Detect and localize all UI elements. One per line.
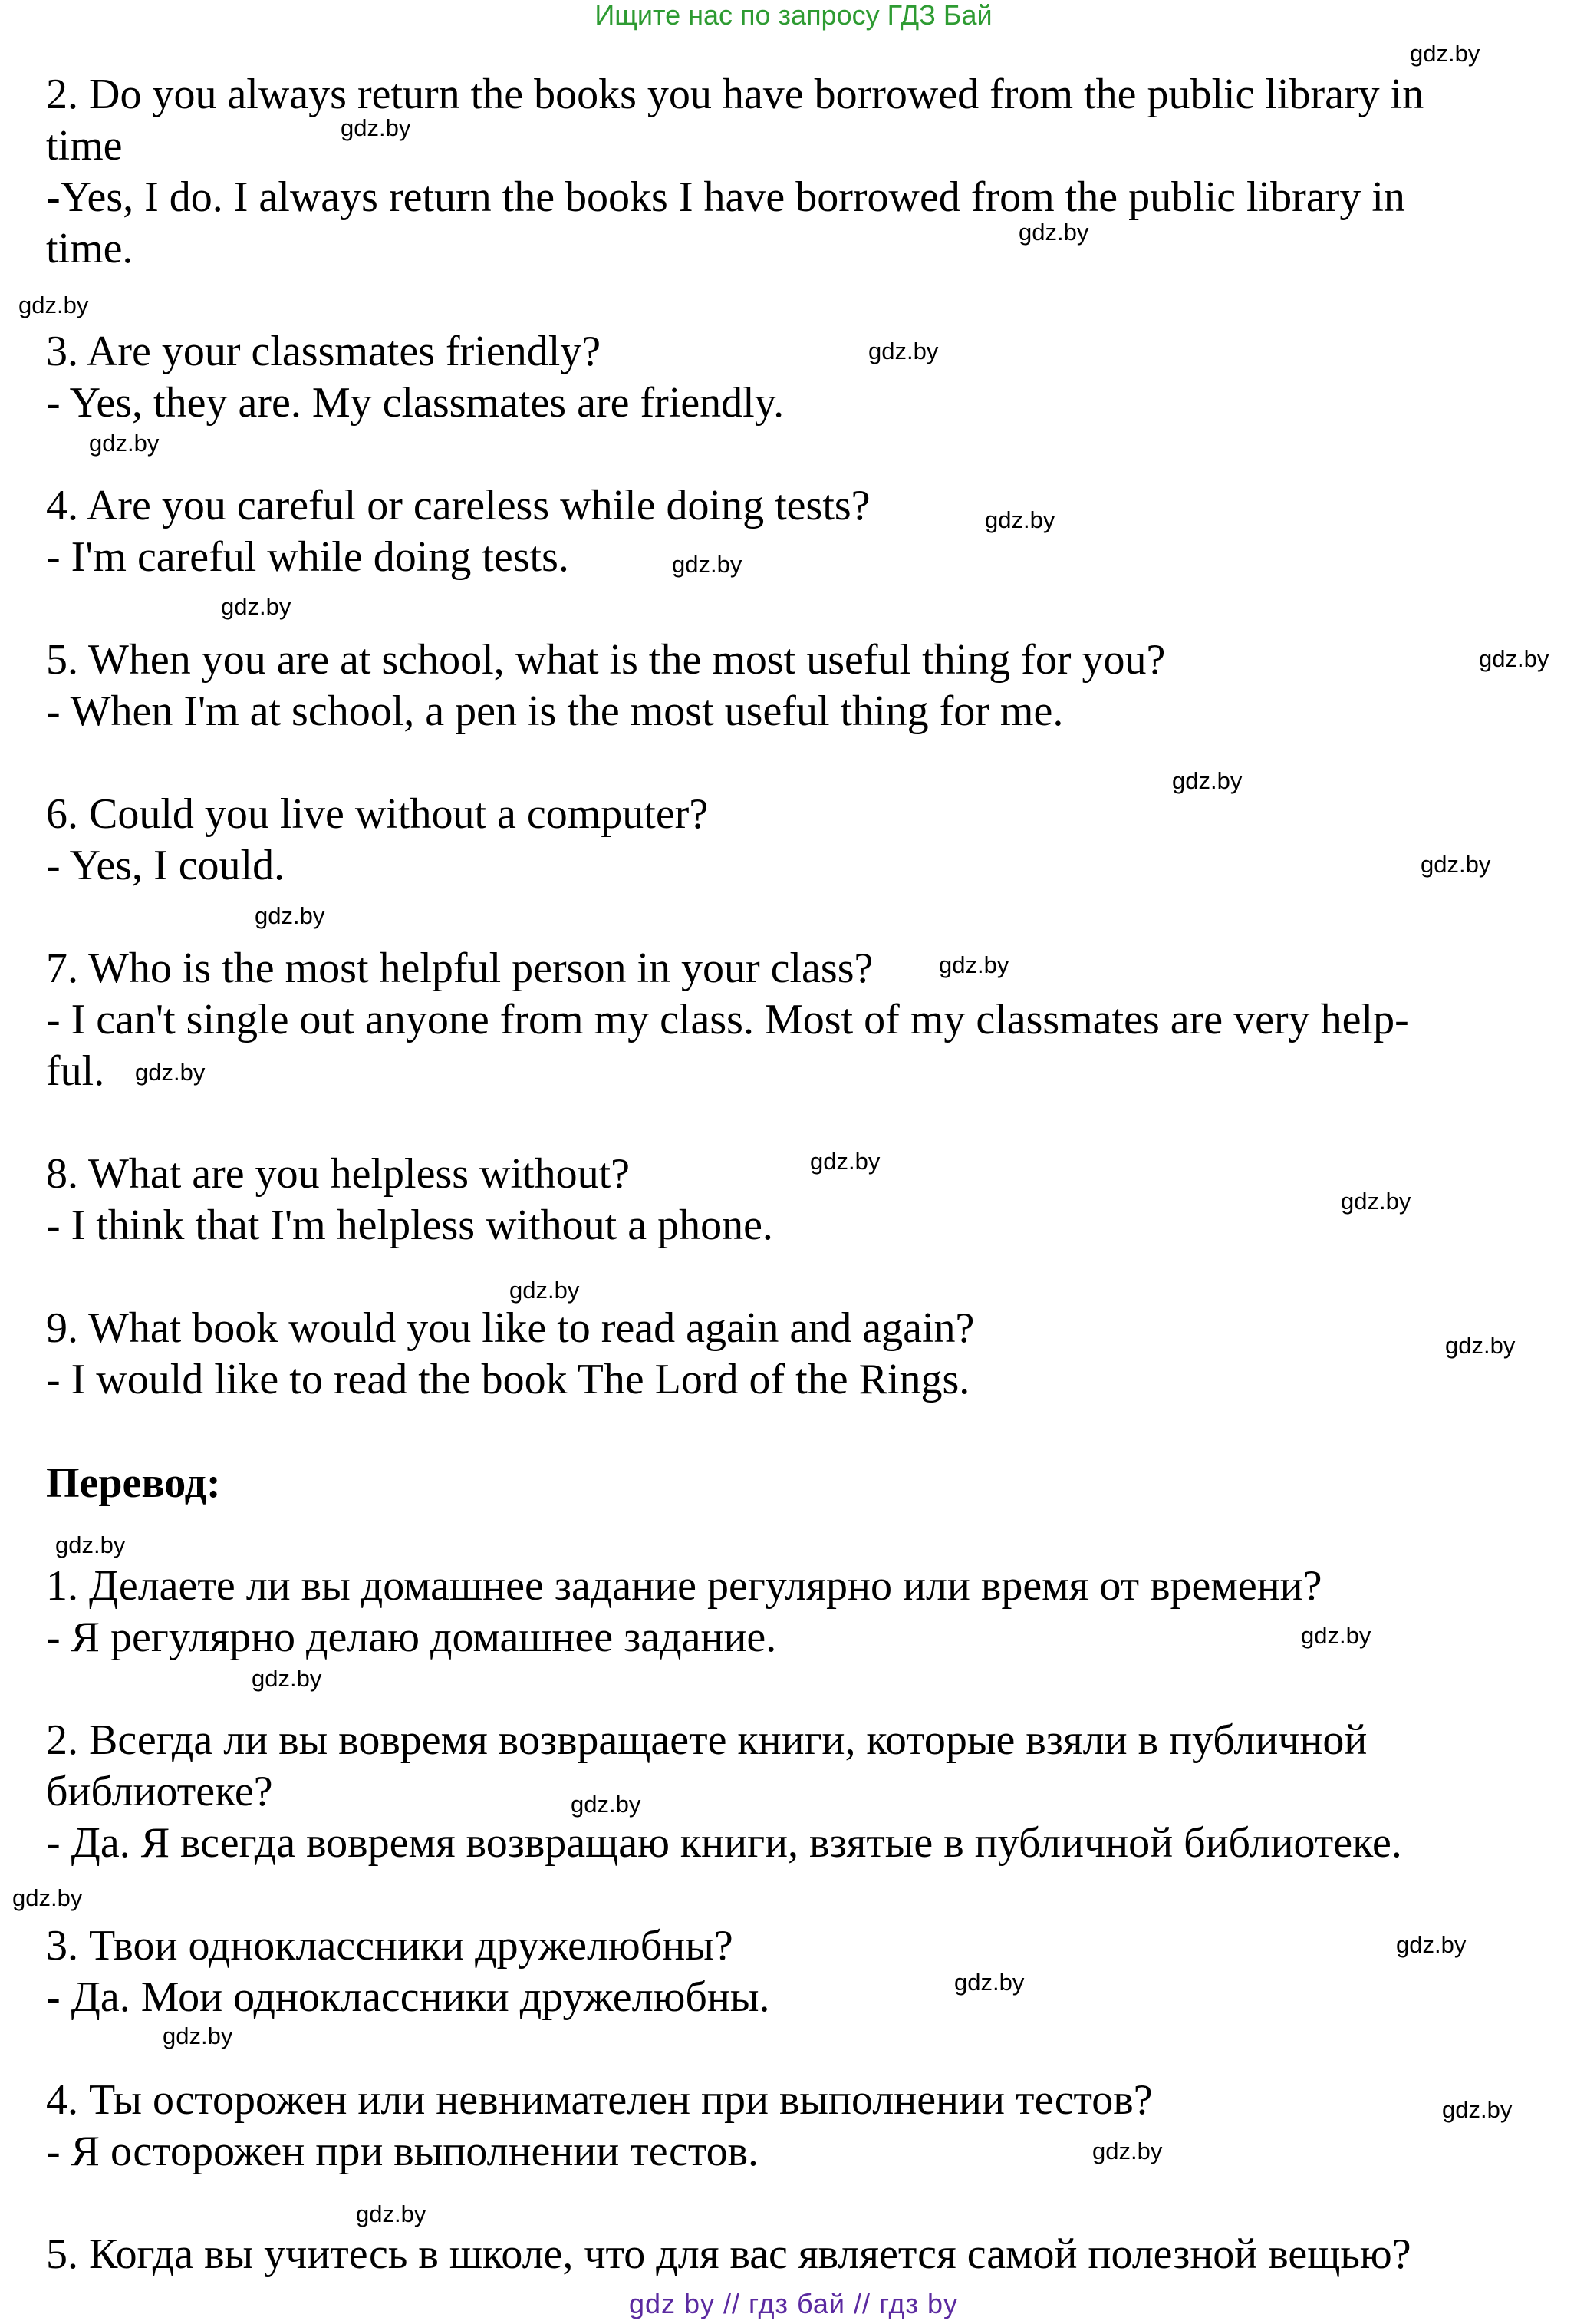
watermark: gdz.by (221, 593, 291, 620)
translation-question-3: 3. Твои одноклассники дружелюбны? (46, 1922, 733, 1970)
question-2: 2. Do you always return the books you have borrowed from the public library in (46, 71, 1424, 118)
watermark: gdz.by (1019, 219, 1089, 246)
watermark: gdz.by (1092, 2138, 1163, 2164)
watermark: gdz.by (18, 292, 89, 318)
watermark: gdz.by (571, 1791, 641, 1818)
watermark: gdz.by (509, 1277, 580, 1304)
watermark: gdz.by (356, 2200, 426, 2227)
translation-answer-4: - Я осторожен при выполнении тестов. (46, 2128, 759, 2175)
watermark: gdz.by (868, 338, 939, 364)
question-4: 4. Are you careful or careless while doing tests? (46, 482, 871, 529)
watermark: gdz.by (252, 1665, 322, 1692)
watermark: gdz.by (939, 951, 1009, 978)
translation-question-5: 5. Когда вы учитесь в школе, что для вас является самой полезной вещью? (46, 2230, 1411, 2278)
translation-question-4: 4. Ты осторожен или невнимателен при выполнении тестов? (46, 2076, 1153, 2124)
translation-heading: Перевод: (46, 1459, 221, 1507)
question-5: 5. When you are at school, what is the most useful thing for you? (46, 636, 1166, 684)
answer-7-continued: ful. (46, 1047, 105, 1095)
watermark: gdz.by (985, 506, 1055, 533)
watermark: gdz.by (163, 2022, 233, 2049)
watermark: gdz.by (1410, 40, 1480, 67)
watermark: gdz.by (1442, 2096, 1513, 2123)
answer-2: -Yes, I do. I always return the books I have borrowed from the public library in (46, 173, 1405, 221)
answer-6: - Yes, I could. (46, 842, 285, 889)
question-6: 6. Could you live without a computer? (46, 790, 709, 838)
watermark: gdz.by (135, 1059, 206, 1086)
translation-question-2-continued: библиотеке? (46, 1768, 273, 1815)
watermark: gdz.by (1445, 1332, 1516, 1359)
watermark: gdz.by (12, 1884, 83, 1911)
answer-3: - Yes, they are. My classmates are friendly. (46, 379, 785, 427)
watermark: gdz.by (341, 114, 411, 141)
question-8: 8. What are you helpless without? (46, 1150, 631, 1198)
answer-7: - I can't single out anyone from my class. Most of my classmates are very help- (46, 996, 1409, 1043)
translation-answer-1: - Я регулярно делаю домашнее задание. (46, 1614, 777, 1661)
translation-answer-2: - Да. Я всегда вовремя возвращаю книги, взятые в публичной библиотеке. (46, 1819, 1402, 1867)
translation-question-1: 1. Делаете ли вы домашнее задание регулярно или время от времени? (46, 1562, 1322, 1610)
watermark: gdz.by (672, 551, 742, 578)
watermark: gdz.by (1341, 1188, 1411, 1215)
answer-5: - When I'm at school, a pen is the most useful thing for me. (46, 687, 1064, 735)
answer-2-continued: time. (46, 225, 133, 272)
footer-link[interactable]: gdz by // гдз бай // гдз by (628, 2288, 959, 2319)
answer-9: - I would like to read the book The Lord of the Rings. (46, 1356, 970, 1403)
watermark: gdz.by (55, 1531, 126, 1558)
watermark: gdz.by (1172, 767, 1243, 794)
answer-4: - I'm careful while doing tests. (46, 533, 569, 581)
watermark: gdz.by (1301, 1622, 1371, 1649)
question-7: 7. Who is the most helpful person in your class? (46, 944, 874, 992)
answer-8: - I think that I'm helpless without a phone. (46, 1202, 773, 1249)
header-banner[interactable]: Ищите нас по запросу ГДЗ Бай (594, 0, 993, 31)
watermark: gdz.by (954, 1969, 1025, 1996)
translation-question-2: 2. Всегда ли вы вовремя возвращаете книги, которые взяли в публичной (46, 1716, 1368, 1764)
question-3: 3. Are your classmates friendly? (46, 328, 601, 375)
question-2-continued: time (46, 122, 123, 170)
watermark: gdz.by (1479, 645, 1549, 672)
watermark: gdz.by (1396, 1931, 1467, 1958)
watermark: gdz.by (1421, 851, 1491, 878)
watermark: gdz.by (255, 902, 325, 929)
watermark: gdz.by (810, 1148, 881, 1175)
question-9: 9. What book would you like to read again and again? (46, 1304, 975, 1352)
watermark: gdz.by (89, 430, 160, 457)
translation-answer-3: - Да. Мои одноклассники дружелюбны. (46, 1973, 770, 2021)
